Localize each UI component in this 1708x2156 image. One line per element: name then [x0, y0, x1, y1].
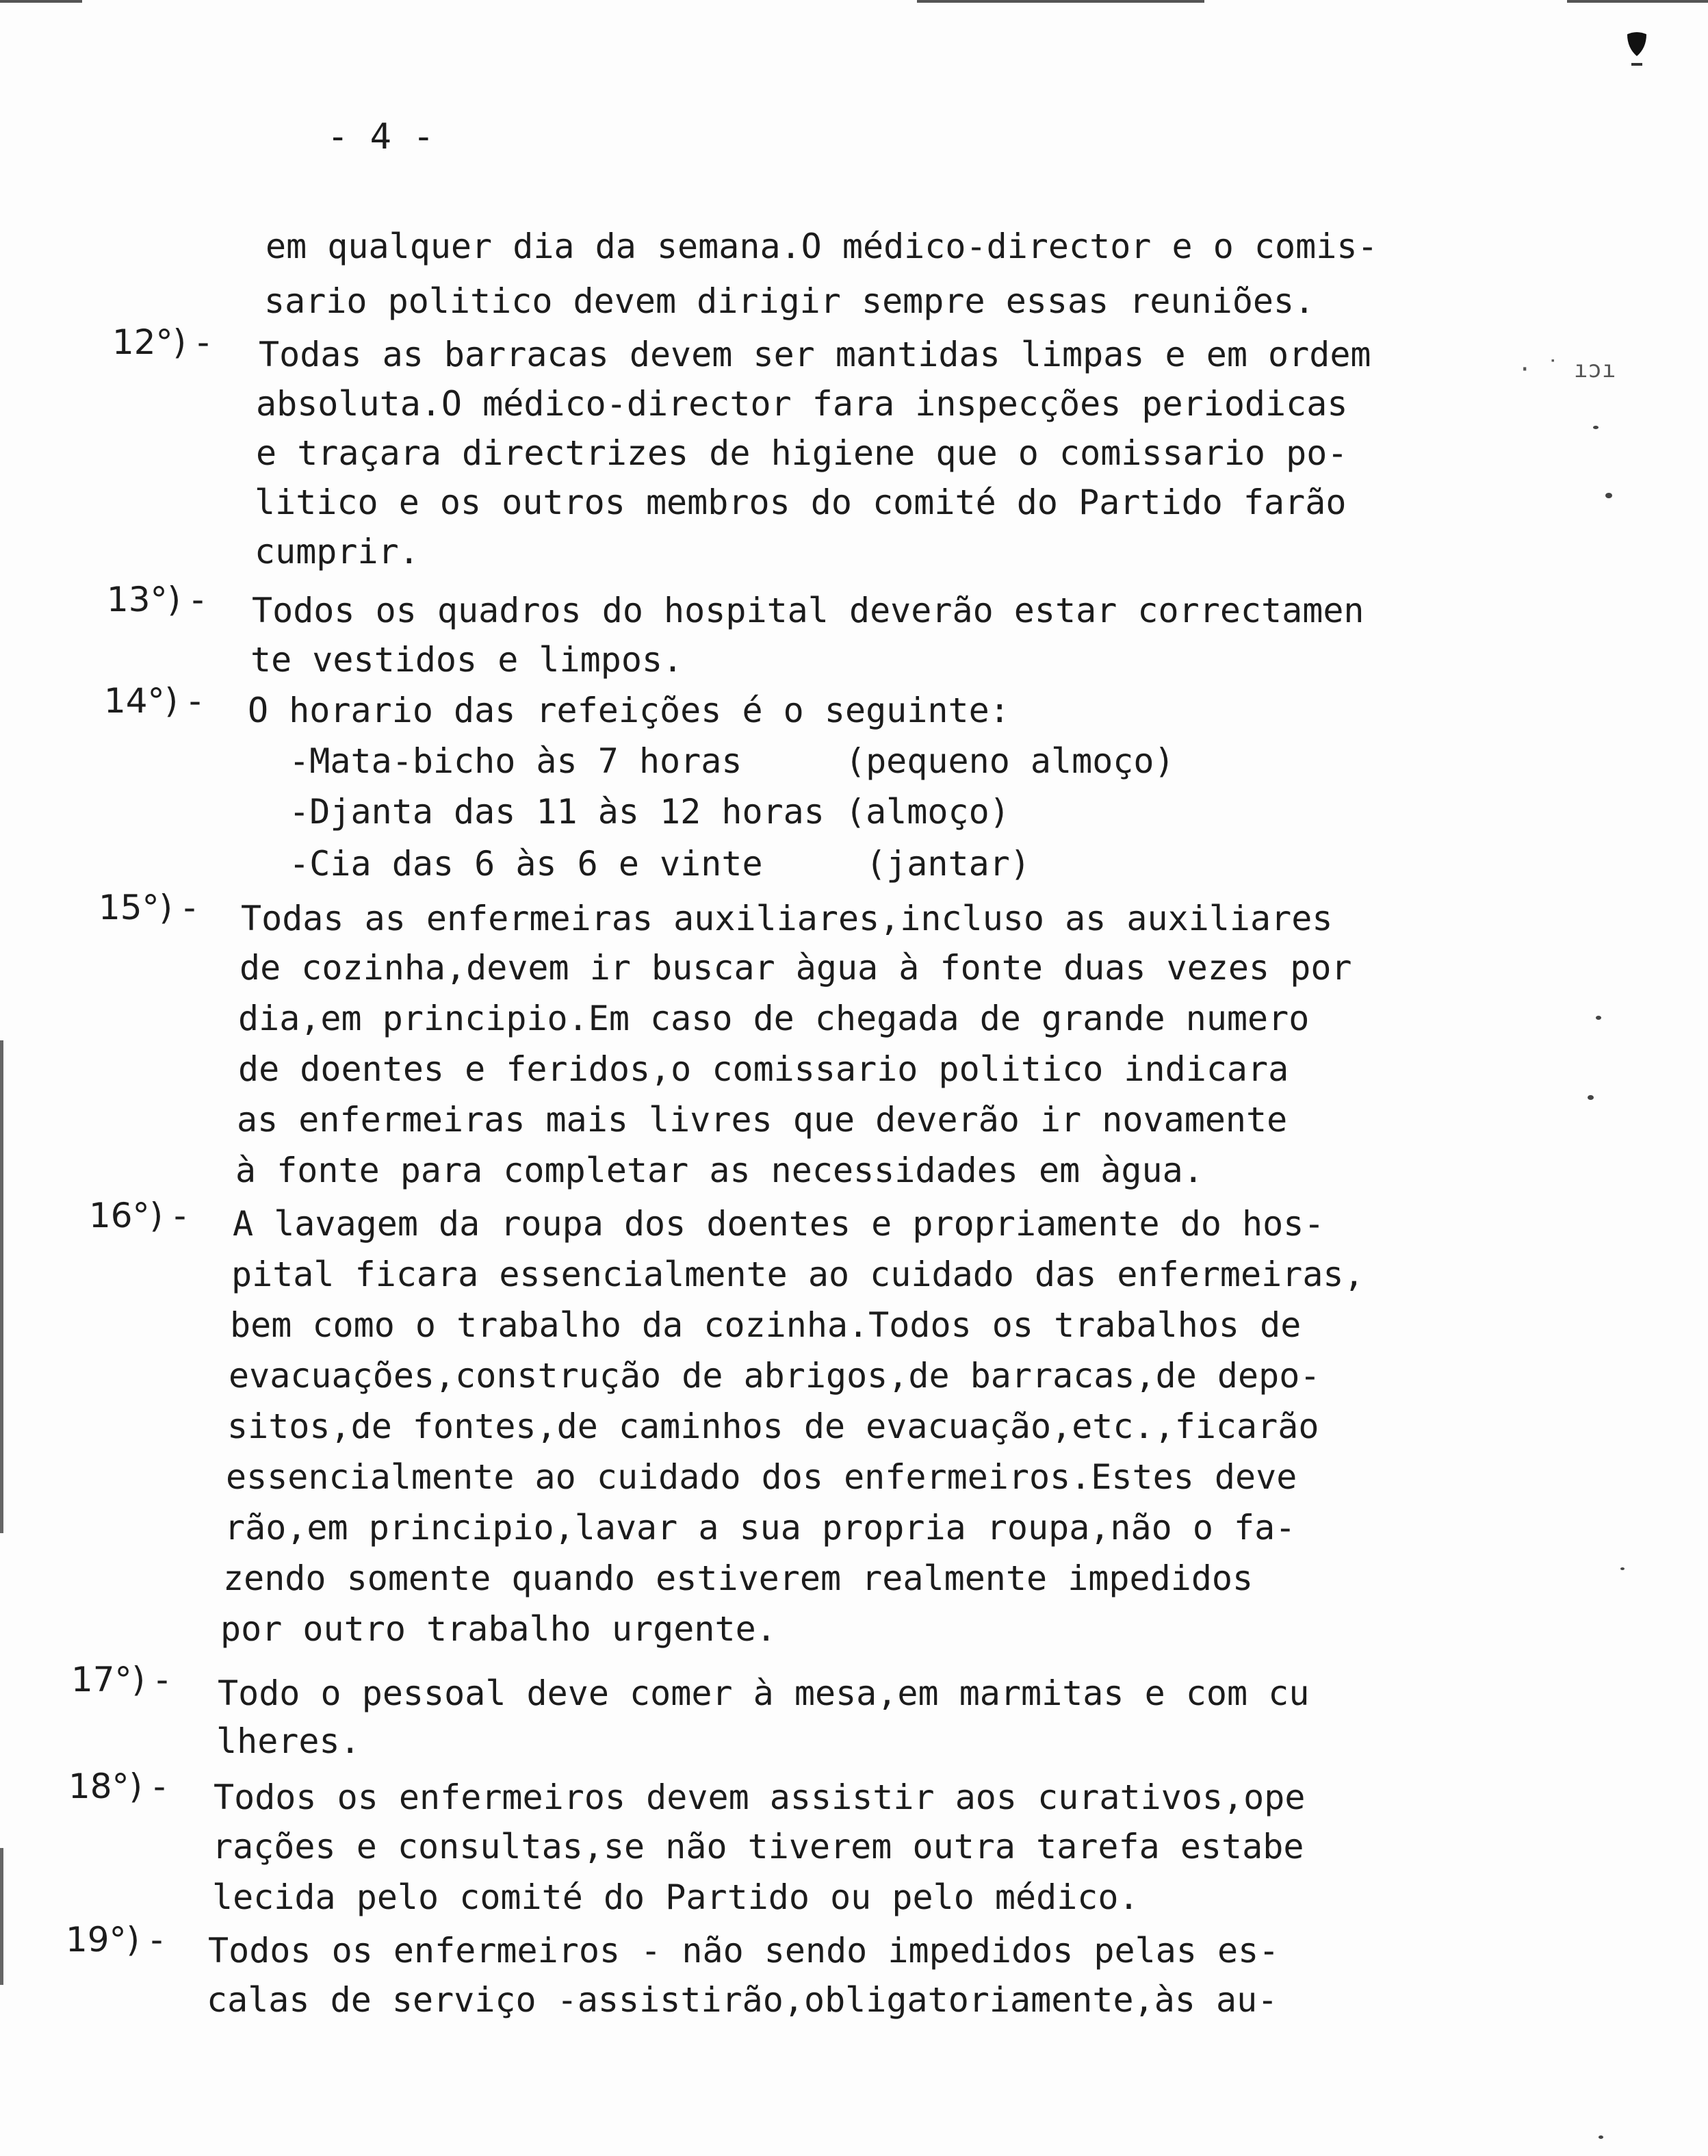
- text-line: sitos,de fontes,de caminhos de evacuação,etc.,ficarão: [227, 1407, 1319, 1446]
- text-line: pital ficara essencialmente ao cuidado das enfermeiras,: [231, 1255, 1364, 1294]
- left-scan-edge: [0, 1848, 3, 1985]
- margin-note: · ˙ ıɔı: [1518, 356, 1616, 383]
- text-line: por outro trabalho urgente.: [220, 1609, 777, 1649]
- item-number: 16°) -: [89, 1196, 187, 1235]
- page-number: - 4 -: [327, 116, 435, 157]
- text-line: Todos os quadros do hospital deverão estar correctamen: [252, 591, 1364, 630]
- text-line: Todo o pessoal deve comer à mesa,em marmitas e com cu: [218, 1673, 1310, 1713]
- text-line: as enfermeiras mais livres que deverão ir novamente: [237, 1100, 1288, 1140]
- text-line: de cozinha,devem ir buscar àgua à fonte duas vezes por: [240, 948, 1352, 988]
- text-line: Todos os enfermeiros - não sendo impedidos pelas es-: [208, 1931, 1280, 1971]
- scan-speck: [1596, 1016, 1601, 1020]
- text-line: Todas as enfermeiras auxiliares,incluso as auxiliares: [241, 899, 1333, 938]
- text-line: evacuações,construção de abrigos,de barracas,de depo-: [229, 1356, 1321, 1396]
- text-line: rão,em principio,lavar a sua propria roupa,não o fa-: [224, 1508, 1296, 1548]
- text-line: dia,em principio.Em caso de chegada de grande numero: [238, 999, 1310, 1038]
- scan-speck: [1588, 1095, 1594, 1100]
- scan-speck: [1620, 1567, 1625, 1570]
- text-line: lecida pelo comité do Partido ou pelo médico.: [212, 1877, 1139, 1917]
- top-edge-rule: [0, 0, 82, 3]
- item-number: 14°) -: [104, 681, 202, 721]
- text-line: Todos os enfermeiros devem assistir aos curativos,ope: [214, 1778, 1306, 1817]
- text-line: Todas as barracas devem ser mantidas limpas e em ordem: [259, 335, 1371, 374]
- text-line: essencialmente ao cuidado dos enfermeiros.Estes deve: [226, 1457, 1297, 1497]
- item-number: 12°) -: [112, 322, 210, 362]
- left-scan-edge: [0, 1040, 3, 1533]
- text-line: bem como o trabalho da cozinha.Todos os trabalhos de: [230, 1305, 1302, 1345]
- text-line: O horario das refeições é o seguinte:: [248, 691, 1010, 730]
- text-line: litico e os outros membros do comité do Partido farão: [255, 483, 1347, 522]
- text-line: cumprir.: [255, 532, 419, 572]
- text-line: zendo somente quando estiverem realmente impedidos: [223, 1558, 1254, 1598]
- item-number: 17°) -: [71, 1660, 169, 1699]
- text-line: absoluta.O médico-director fara inspecções periodicas: [256, 384, 1348, 424]
- text-line: de doentes e feridos,o comissario politico indicara: [238, 1049, 1289, 1089]
- scan-speck: [1593, 426, 1599, 429]
- top-edge-rule: [1567, 0, 1708, 3]
- scan-speck: [1599, 2135, 1603, 2139]
- punch-mark-icon: [1623, 29, 1651, 70]
- text-line: à fonte para completar as necessidades em àgua.: [235, 1151, 1204, 1190]
- text-line: -Cia das 6 às 6 e vinte (jantar): [248, 844, 1031, 884]
- text-line: e traçara directrizes de higiene que o comissario po-: [256, 433, 1348, 473]
- text-line: -Mata-bicho às 7 horas (pequeno almoço): [248, 741, 1175, 781]
- text-line: rações e consultas,se não tiverem outra tarefa estabe: [212, 1827, 1304, 1866]
- scan-speck: [1605, 493, 1612, 498]
- item-number: 19°) -: [66, 1920, 164, 1960]
- text-line: -Djanta das 11 às 12 horas (almoço): [248, 792, 1010, 832]
- text-line: calas de serviço -assistirão,obligatoriamente,às au-: [207, 1980, 1278, 2020]
- item-number: 18°) -: [68, 1767, 166, 1806]
- text-line: lheres.: [216, 1721, 361, 1761]
- text-line: em qualquer dia da semana.O médico-director e o comis-: [266, 227, 1378, 266]
- text-line: sario politico devem dirigir sempre essas reuniões.: [264, 281, 1315, 321]
- text-line: te vestidos e limpos.: [250, 640, 684, 680]
- text-line: A lavagem da roupa dos doentes e propriamente do hos-: [233, 1204, 1325, 1244]
- item-number: 15°) -: [99, 888, 196, 927]
- item-number: 13°) -: [107, 580, 205, 619]
- top-edge-rule: [917, 0, 1204, 3]
